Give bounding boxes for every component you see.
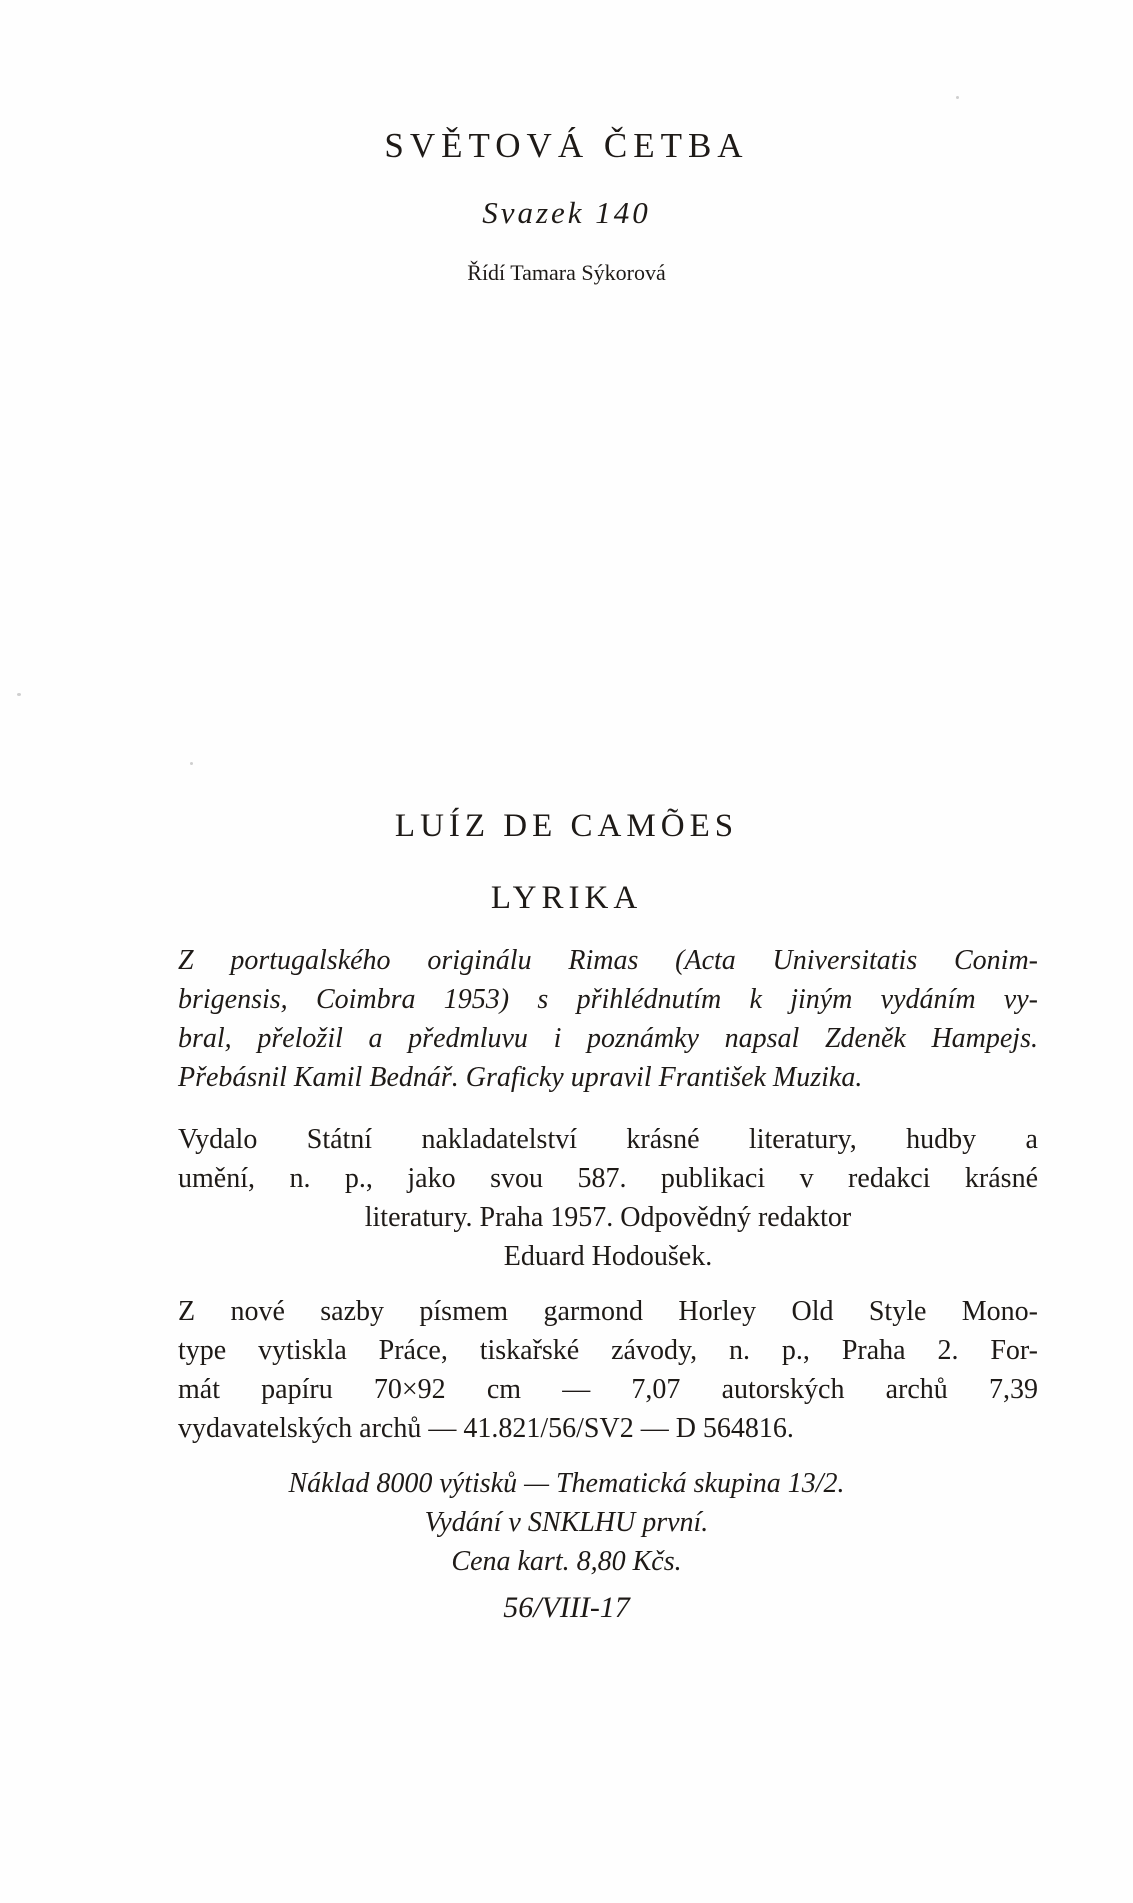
- publisher-note-line: literatury. Praha 1957. Odpovědný redaktor: [364, 1202, 852, 1233]
- print-info-line: Vydání v SNKLHU první.: [424, 1507, 709, 1538]
- print-info-line: Náklad 8000 výtisků — Thematická skupina 13/2.: [288, 1468, 845, 1499]
- series-title: SVĚTOVÁ ČETBA: [384, 126, 749, 165]
- typeset-note: [178, 1292, 1038, 1448]
- publisher-note-line: umění, n. p., jako svou 587. publikaci v redakci krásné: [178, 1163, 1038, 1194]
- series-editor: Řídí Tamara Sýkorová: [467, 260, 666, 285]
- print-info: [0, 1464, 1133, 1581]
- book-title: LYRIKA: [490, 880, 643, 916]
- paper-speck: [956, 96, 959, 99]
- source-note: [178, 941, 1038, 1097]
- typeset-note-line: type vytiskla Práce, tiskařské závody, n. p., Praha 2. For-: [178, 1335, 1038, 1366]
- publisher-note-line: Eduard Hodoušek.: [503, 1241, 713, 1272]
- typeset-note-line: mát papíru 70×92 cm — 7,07 autorských archů 7,39: [178, 1374, 1038, 1405]
- source-note-line: Z portugalského originálu Rimas (Acta Universitatis Conim-: [178, 945, 1038, 976]
- source-note-line: bral, přeložil a předmluvu i poznámky napsal Zdeněk Hampejs.: [178, 1023, 1038, 1054]
- typeset-note-line: Z nové sazby písmem garmond Horley Old Style Mono-: [178, 1296, 1038, 1327]
- typeset-note-line: vydavatelských archů — 41.821/56/SV2 — D 564816.: [178, 1413, 794, 1444]
- paper-speck: [17, 693, 21, 696]
- paper-speck: [190, 762, 193, 765]
- publisher-note: [178, 1120, 1038, 1276]
- print-info-line: Cena kart. 8,80 Kčs.: [451, 1546, 682, 1577]
- series-volume: Svazek 140: [482, 195, 651, 230]
- source-note-line: Přebásnil Kamil Bednář. Graficky upravil František Muzika.: [178, 1062, 863, 1093]
- source-note-line: brigensis, Coimbra 1953) s přihlédnutím k jiným vydáním vy-: [178, 984, 1038, 1015]
- publisher-note-line: Vydalo Státní nakladatelství krásné literatury, hudby a: [178, 1124, 1038, 1155]
- publication-code: 56/VIII-17: [503, 1591, 630, 1624]
- book-author: LUÍZ DE CAMÕES: [394, 808, 739, 844]
